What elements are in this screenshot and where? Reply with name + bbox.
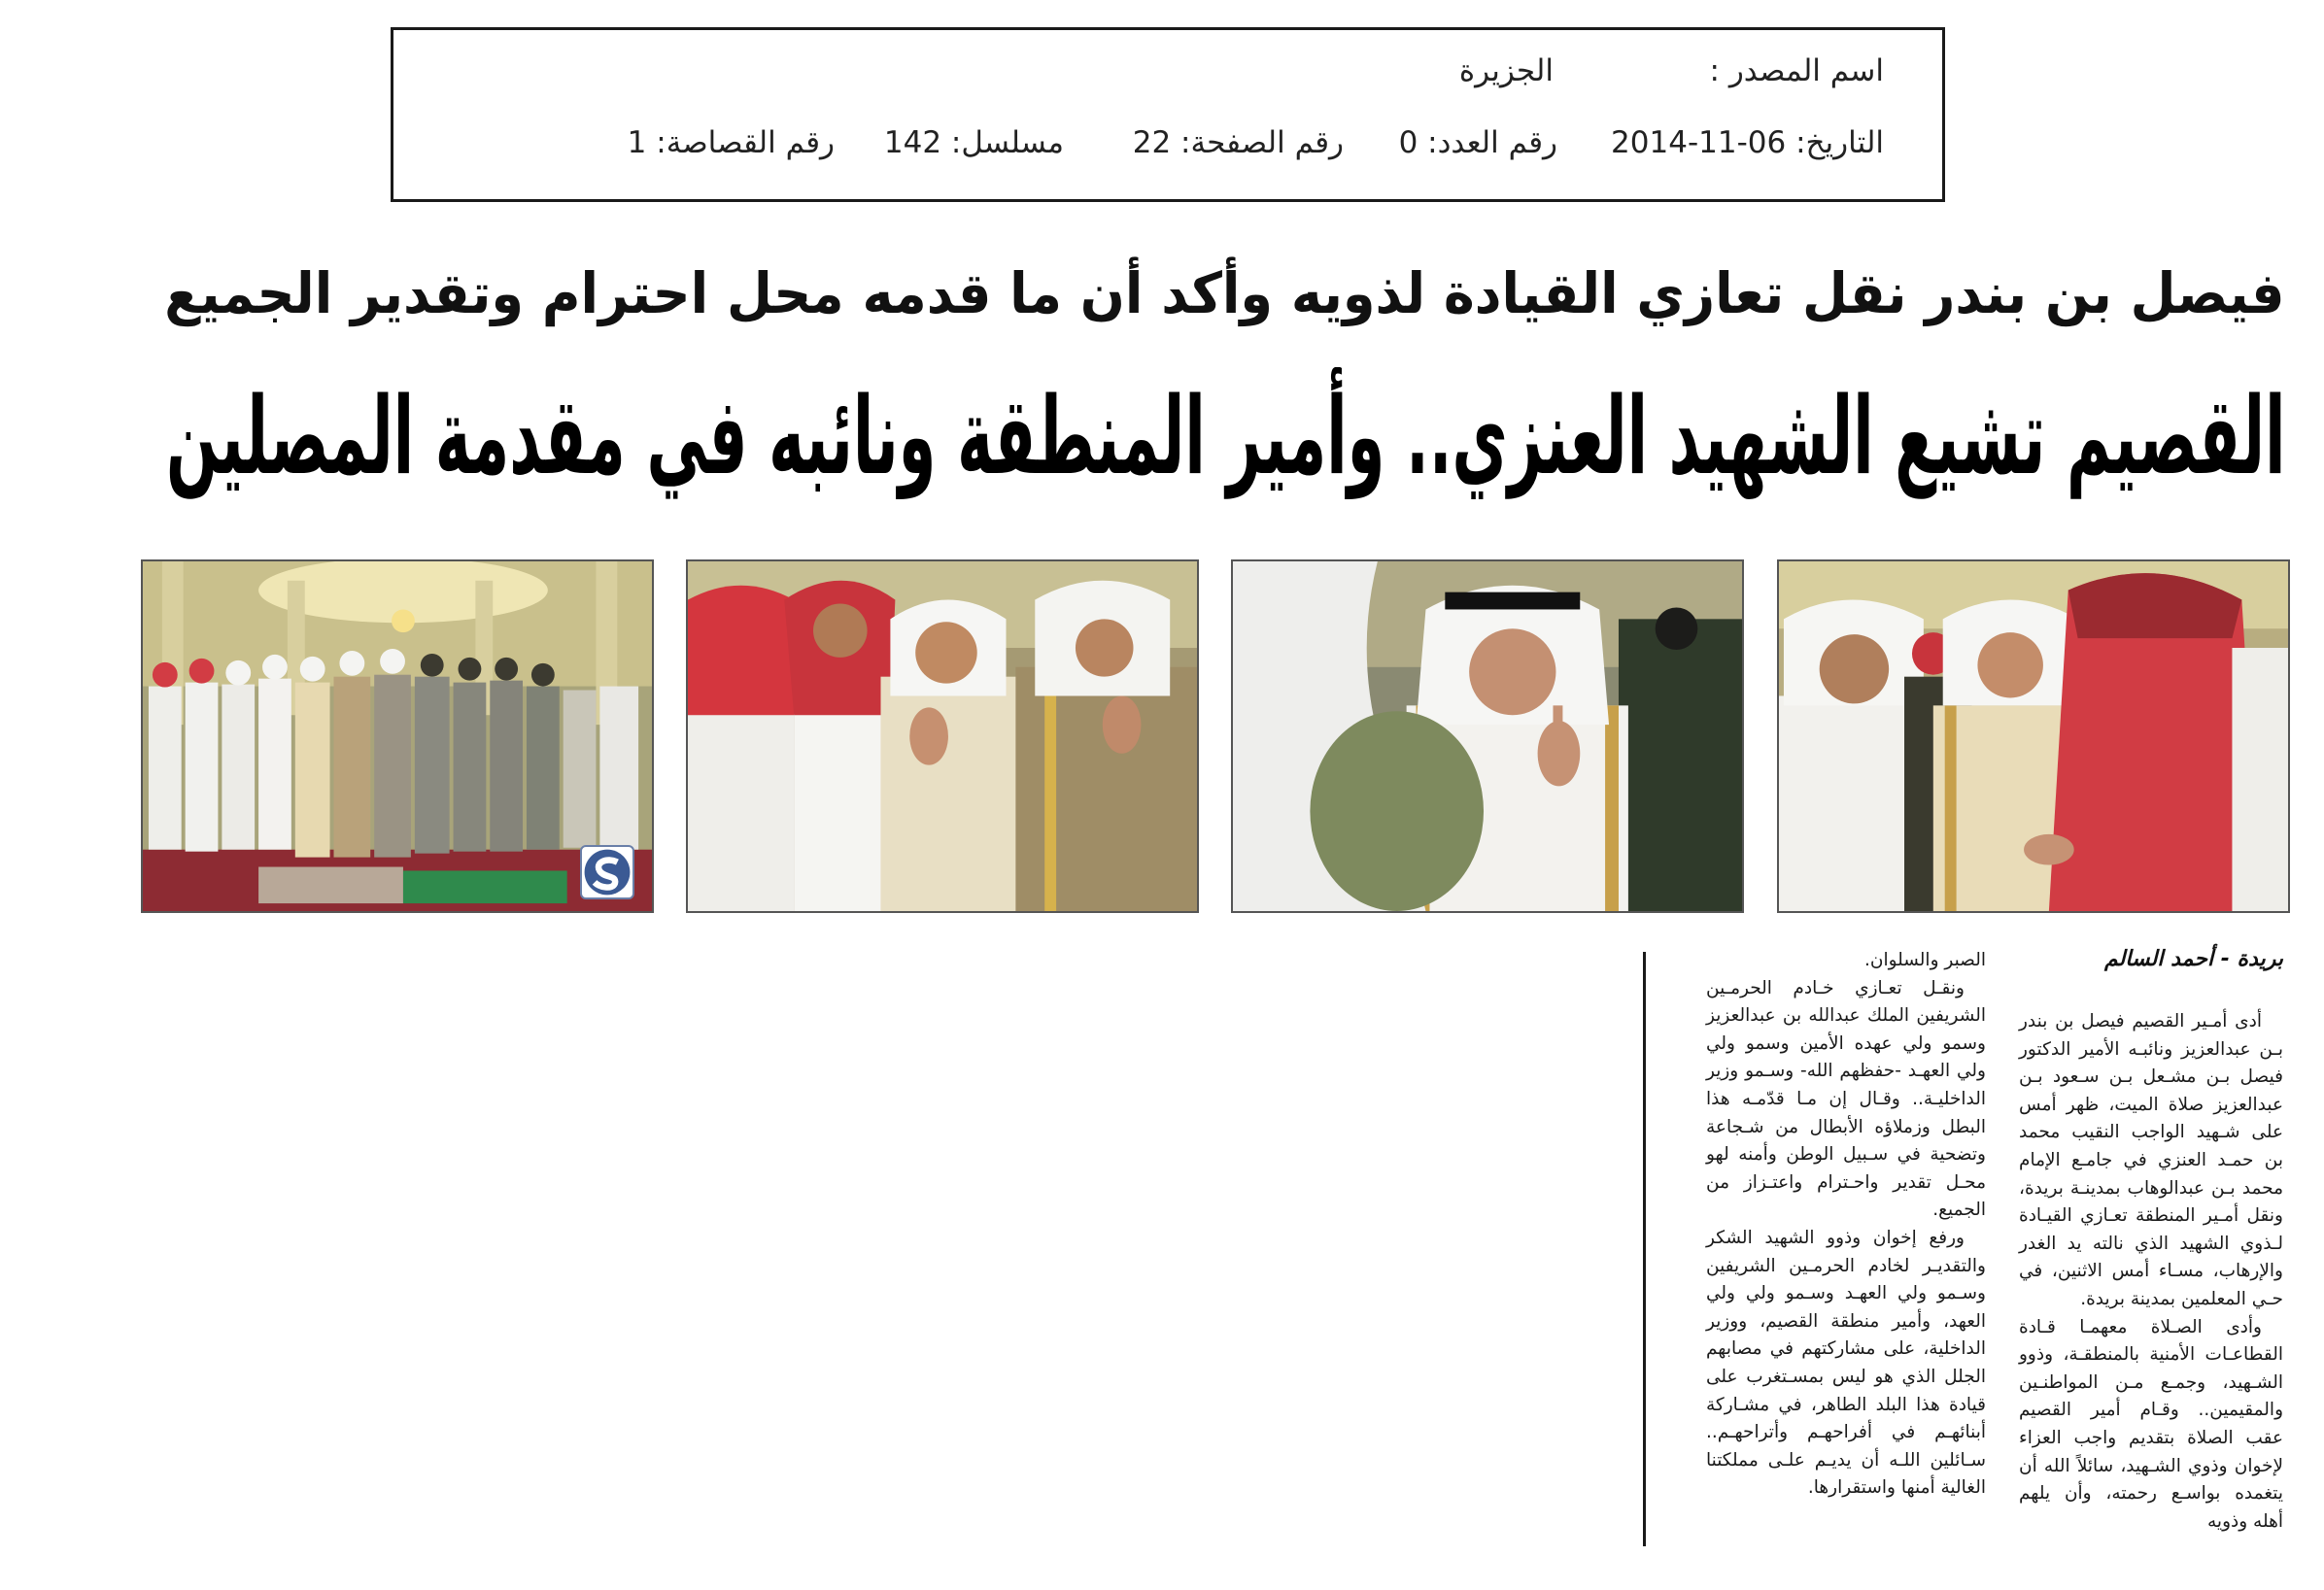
newspaper-logo-icon: [580, 845, 634, 899]
metadata-row-source: [393, 53, 1942, 96]
column-divider: [1643, 952, 1646, 1546]
article-byline: بريدة - أحمد السالم: [2103, 947, 2283, 971]
photo-men-praying: [686, 559, 1199, 913]
article-paragraph: الصبر والسلوان.: [1864, 950, 1986, 970]
source-label: اسم المصدر :: [1709, 53, 1884, 88]
photo-greeting: [1777, 559, 2290, 913]
photo-prayer-hall: [141, 559, 654, 913]
article-paragraph: ورفع إخوان وذوو الشهيد الشكر والتقديـر لخادم الحرمـين الشريفين وسـمو ولي العهـد وسـمو ولي ولي العهد، وأمير منطقة القصيم، ووزير الداخلية، على مشاركتهم في مصابهم الجلل الذي هو ليس بمسـتغرب على قيادة هذا البلد الطاهر، في مشـاركة أبنائهـم في أفراحهـم وأتراحهـم.. سـائلين اللـه أن يديـم علـى مملكتنا الغالية أمنها واستقرارها.: [1706, 1227, 1986, 1499]
article-paragraph: أدى أمـير القصيم فيصل بن بندر بـن عبدالعزيز ونائبـه الأمير الدكتور فيصل بـن مشـعل بـن سـعود بـن عبدالعزيز صلاة الميت، ظهر أمس على شـهيد الواجب النقيب محمد بن حمـد العنزي في جامـع الإمام محمد بـن عبدالوهاب بمدينـة بريدة، ونقل أمـير المنطقة تعـازي القيـادة لـذوي الشهيد الذي نالته يد الغدر والإرهاب، مسـاء أمس الاثنين، في حـي المعلمين بمدينة بريدة.: [2019, 1011, 2283, 1309]
source-value: الجزيرة: [1458, 53, 1554, 88]
publish-date: التاريخ: 06-11-2014: [1611, 125, 1884, 160]
page-number: رقم الصفحة: 22: [1132, 125, 1344, 160]
article-column-2: [1706, 947, 1986, 1503]
issue-number: رقم العدد: 0: [1398, 125, 1557, 160]
photo-prince-gesturing: [1231, 559, 1744, 913]
article-paragraph: ونقـل تعـازي خـادم الحرمـين الشريفين الملك عبدالله بن عبدالعزيز وسمو ولي عهده الأمين وسمو ولي ولي العهـد -حفظهم الله- وسـمو وزير الداخليـة.. وقـال إن مـا قدّمـه هذا البطل وزملاؤه الأبطال من شـجاعة وتضحية في سـبيل الوطن وأمنه لهو محـل تقدير واحـترام واعتـزاز من الجميع.: [1706, 977, 1986, 1221]
source-metadata-box: [391, 27, 1945, 202]
clipping-number: رقم القصاصة: 1: [627, 125, 835, 160]
serial-number: مسلسل: 142: [883, 125, 1064, 160]
article-column-1: [2019, 1008, 2283, 1536]
article-headline: القصيم تشيع الشهيد العنزي.. وأمير المنطقة ونائبه في مقدمة المصلين: [165, 374, 2285, 498]
article-paragraph: وأدى الصـلاة معهمـا قـادة القطاعـات الأمنية بالمنطقـة، وذوو الشـهيد، وجمـع مـن المواطنـين والمقيمين.. وقـام أمير القصيم عقب الصلاة بتقديم واجب العزاء لإخوان وذوي الشـهيد، سائلاً الله أن يتغمده بواسـع رحمته، وأن يلهم أهله وذويه: [2019, 1316, 2283, 1532]
article-subheadline: فيصل بن بندر نقل تعازي القيادة لذويه وأكد أن ما قدمه محل احترام وتقدير الجميع: [164, 260, 2285, 326]
metadata-row-details: [393, 125, 1942, 168]
